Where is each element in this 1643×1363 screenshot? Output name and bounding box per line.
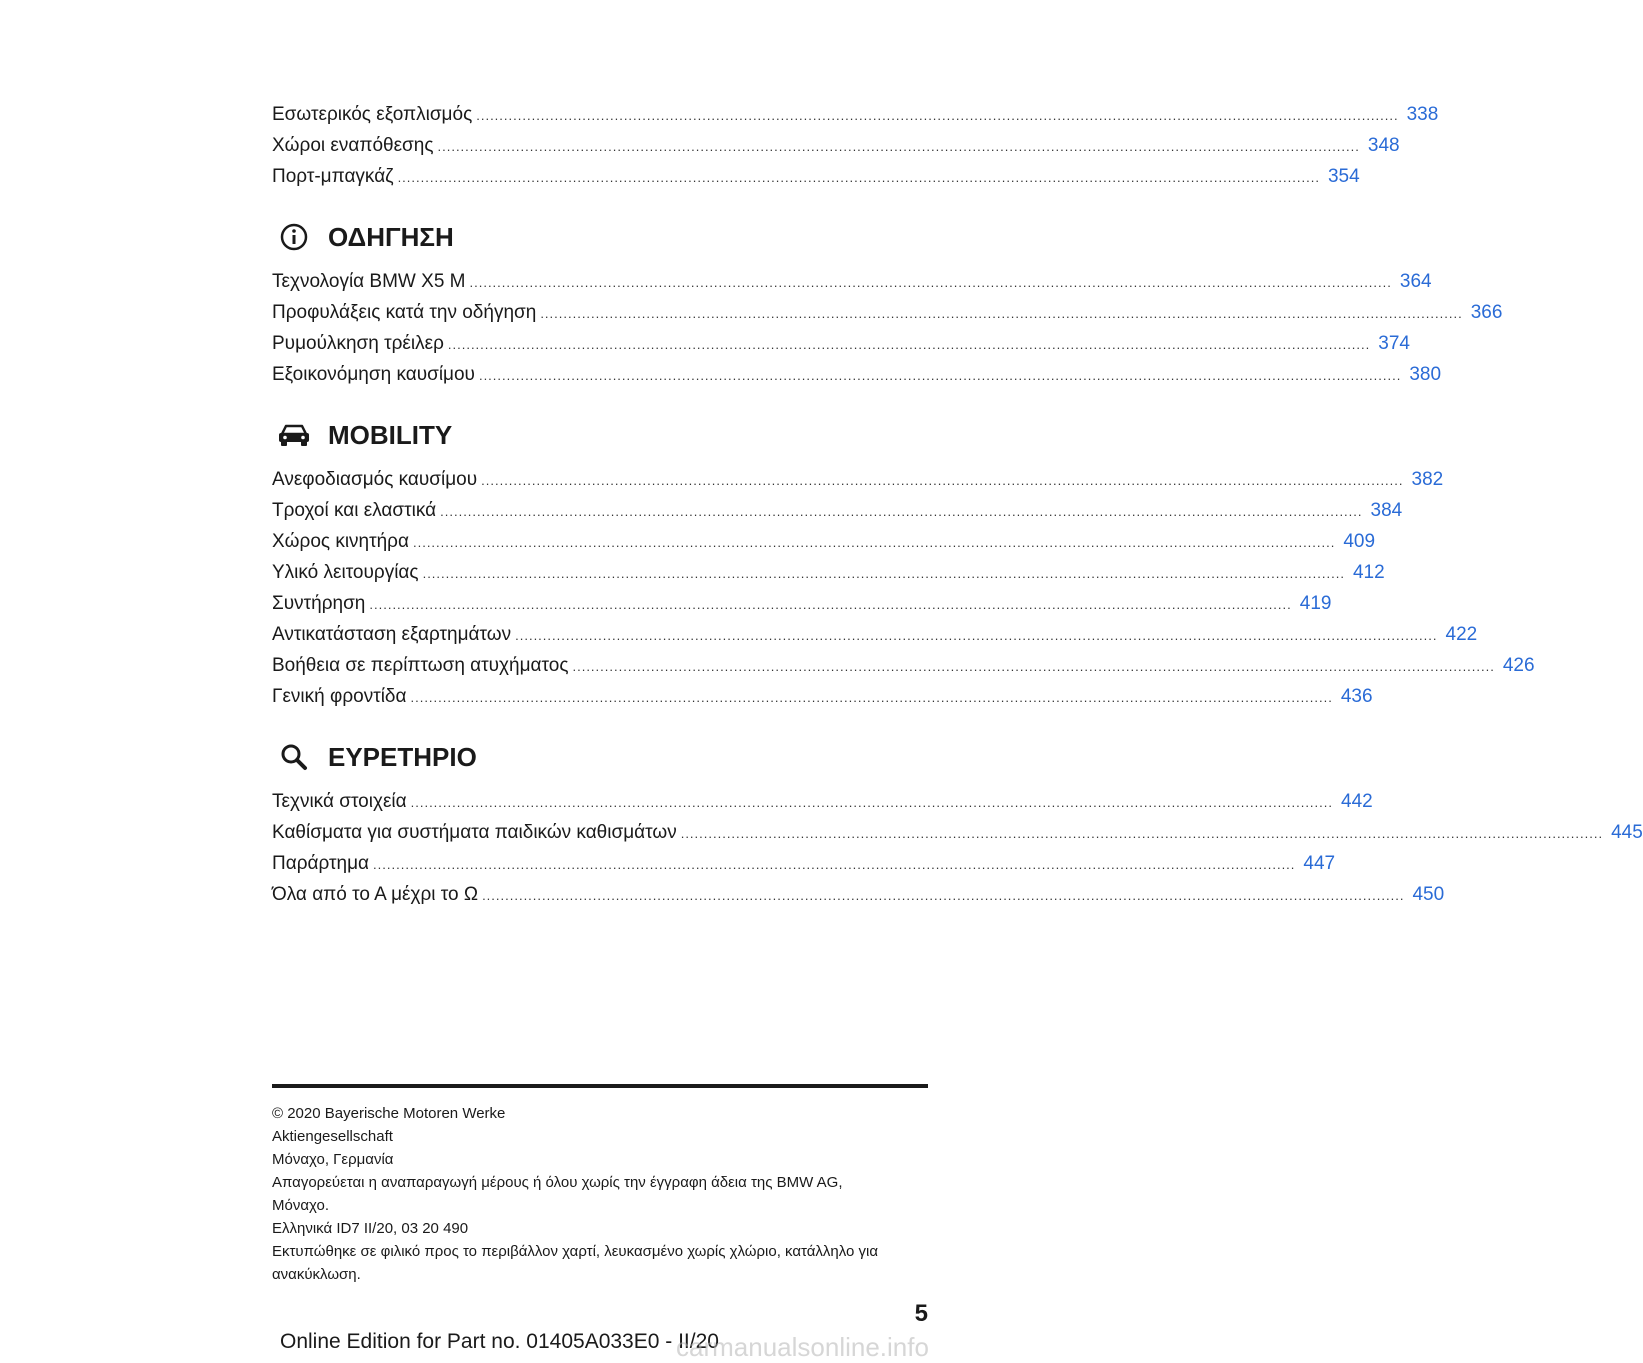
dot-leader: ........................................................................................................................................................................................................ [373, 857, 1296, 872]
toc-entry-page-link[interactable]: 436 [1340, 686, 1373, 707]
section-heading [272, 217, 928, 257]
toc-entry[interactable] [272, 686, 1373, 717]
toc-entry-title: Χώροι εναπόθεσης [272, 135, 434, 156]
toc-entry-page-link[interactable]: 412 [1352, 562, 1385, 583]
toc-entry[interactable] [272, 624, 1478, 655]
imprint-line: ανακύκλωση. [272, 1266, 361, 1283]
toc-entry-title: Ρυμούλκηση τρέιλερ [272, 333, 444, 354]
dot-leader: ........................................................................................................................................................................................................ [478, 368, 1402, 383]
dot-leader: ........................................................................................................................................................................................................ [410, 795, 1333, 810]
toc-entry-page-link[interactable]: 380 [1409, 364, 1442, 385]
search-icon [274, 741, 314, 773]
dot-leader: ........................................................................................................................................................................................................ [680, 826, 1604, 841]
dot-leader: ........................................................................................................................................................................................................ [482, 888, 1405, 903]
section-heading [272, 737, 928, 777]
toc-entry-title: Γενική φροντίδα [272, 686, 407, 707]
imprint-line: Μόναχο. [272, 1197, 329, 1214]
toc-entry[interactable] [272, 562, 1385, 593]
toc-entry-page-link[interactable]: 409 [1343, 531, 1376, 552]
toc-entry-title: Βοήθεια σε περίπτωση ατυχήματος [272, 655, 569, 676]
toc-entry[interactable] [272, 500, 1403, 531]
toc-entry[interactable] [272, 271, 1432, 302]
imprint-line: Ελληνικά ID7 II/20, 03 20 490 [272, 1220, 469, 1237]
dot-leader: ........................................................................................................................................................................................................ [572, 659, 1495, 674]
section-heading-text: MOBILITY [328, 419, 453, 450]
toc-entry-title: Τεχνολογία BMW X5 M [272, 271, 466, 292]
toc-entry[interactable] [272, 333, 1410, 364]
dot-leader: ........................................................................................................................................................................................................ [437, 139, 1360, 154]
dot-leader: ........................................................................................................................................................................................................ [469, 275, 1392, 290]
dot-leader: ........................................................................................................................................................................................................ [369, 597, 1292, 612]
toc-entry-title: Τεχνικά στοιχεία [272, 791, 407, 812]
toc-entry-page-link[interactable]: 442 [1341, 791, 1373, 812]
toc-entry[interactable] [272, 853, 1336, 884]
toc-entry[interactable] [272, 884, 1445, 915]
dot-leader: ........................................................................................................................................................................................................ [481, 473, 1404, 488]
toc-entry[interactable] [272, 104, 1439, 135]
toc-entry-page-link[interactable]: 445 [1611, 822, 1643, 843]
toc-entry[interactable] [272, 302, 1503, 333]
toc-entry[interactable] [272, 593, 1332, 624]
toc-entry-page-link[interactable]: 338 [1406, 104, 1439, 125]
online-edition-footer: Online Edition for Part no. 01405A033E0 - II/20 [280, 1330, 719, 1353]
imprint-line: Εκτυπώθηκε σε φιλικό προς το περιβάλλον χαρτί, λευκασμένο χωρίς χλώριο, κατάλληλο για [272, 1243, 879, 1260]
toc-entry[interactable] [272, 655, 1535, 686]
dot-leader: ........................................................................................................................................................................................................ [540, 306, 1463, 321]
toc-entry-page-link[interactable]: 374 [1378, 333, 1410, 354]
toc-entry-title: Όλα από το Α μέχρι το Ω [272, 884, 479, 905]
watermark: carmanualsonline.info [676, 1332, 929, 1362]
imprint-line: © 2020 Bayerische Motoren Werke [272, 1105, 506, 1122]
dot-leader: ........................................................................................................................................................................................................ [412, 535, 1336, 550]
dot-leader: ........................................................................................................................................................................................................ [440, 504, 1363, 519]
toc-entry[interactable] [272, 531, 1376, 562]
toc-entry[interactable] [272, 469, 1444, 500]
dot-leader: ........................................................................................................................................................................................................ [410, 690, 1333, 705]
dot-leader: ........................................................................................................................................................................................................ [476, 108, 1399, 123]
toc-entry[interactable] [272, 166, 1360, 197]
toc-entry-page-link[interactable]: 366 [1470, 302, 1503, 323]
toc-entry-page-link[interactable]: 422 [1445, 624, 1478, 645]
toc-entry[interactable] [272, 822, 1643, 853]
imprint-line: Απαγορεύεται η αναπαραγωγή μέρους ή όλου χωρίς την έγγραφη άδεια της BMW AG, [272, 1174, 843, 1191]
toc-entry-title: Εξοικονόμηση καυσίμου [272, 364, 475, 385]
toc-entry[interactable] [272, 364, 1442, 395]
toc-entry-page-link[interactable]: 450 [1412, 884, 1445, 905]
toc-entry-title: Υλικό λειτουργίας [272, 562, 419, 583]
imprint-block [272, 1102, 928, 1286]
toc-entry-page-link[interactable]: 382 [1411, 469, 1444, 490]
section-heading-text: ΕΥΡΕΤΗΡΙΟ [328, 741, 477, 772]
toc-entry-page-link[interactable]: 384 [1370, 500, 1403, 521]
imprint-line: Aktiengesellschaft [272, 1128, 393, 1145]
toc-entry-title: Ανεφοδιασμός καυσίμου [272, 469, 478, 490]
toc-entry-title: Πορτ-μπαγκάζ [272, 166, 394, 187]
dot-leader: ........................................................................................................................................................................................................ [515, 628, 1438, 643]
toc-entry-title: Χώρος κινητήρα [272, 531, 409, 552]
divider-rule [272, 1084, 928, 1088]
toc-entry-title: Παράρτημα [272, 853, 370, 874]
dot-leader: ........................................................................................................................................................................................................ [447, 337, 1371, 352]
toc-entry-title: Αντικατάσταση εξαρτημάτων [272, 624, 512, 645]
toc-entry-page-link[interactable]: 364 [1399, 271, 1432, 292]
toc-entry-title: Προφυλάξεις κατά την οδήγηση [272, 302, 537, 323]
table-of-contents [272, 104, 1643, 915]
imprint-line: Μόναχο, Γερμανία [272, 1151, 394, 1168]
toc-entry-page-link[interactable]: 419 [1299, 593, 1332, 614]
info-icon [274, 221, 314, 253]
toc-entry-page-link[interactable]: 348 [1367, 135, 1400, 156]
toc-entry-title: Εσωτερικός εξοπλισμός [272, 104, 473, 125]
toc-entry[interactable] [272, 135, 1400, 166]
toc-entry-page-link[interactable]: 426 [1502, 655, 1535, 676]
toc-entry-page-link[interactable]: 447 [1303, 853, 1336, 874]
toc-entry-title: Τροχοί και ελαστικά [272, 500, 437, 521]
section-heading [272, 415, 928, 455]
page-number: 5 [914, 1300, 928, 1327]
toc-entry-page-link[interactable]: 354 [1327, 166, 1360, 187]
toc-entry-title: Συντήρηση [272, 593, 366, 614]
dot-leader: ........................................................................................................................................................................................................ [397, 170, 1320, 185]
car-icon [274, 419, 314, 451]
dot-leader: ........................................................................................................................................................................................................ [422, 566, 1345, 581]
toc-entry-title: Καθίσματα για συστήματα παιδικών καθισμάτων [272, 822, 677, 843]
section-heading-text: ΟΔΗΓΗΣΗ [328, 221, 454, 252]
toc-entry[interactable] [272, 791, 1373, 822]
